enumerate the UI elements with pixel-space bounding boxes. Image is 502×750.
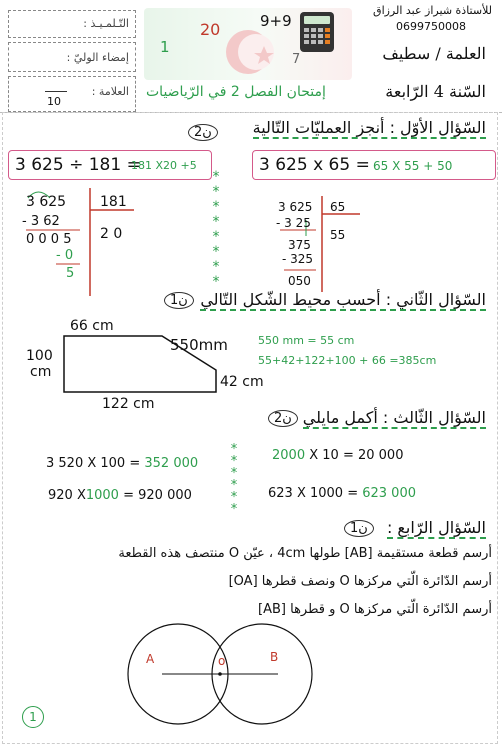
q1-division-answer: 181 X20 +5 xyxy=(131,159,197,172)
q1-multiplication-box xyxy=(252,150,496,180)
header-divider xyxy=(0,112,502,113)
q3-exercise-3 xyxy=(272,448,403,463)
q4-instruction-3: أرسم الدّائرة الّتي مركزها O و قطرها [AB] xyxy=(258,602,492,617)
q3-asterisk-separator: * * * * * * xyxy=(230,442,238,517)
mul-quotient: 55 xyxy=(330,228,346,242)
q2-sum: 55+42+122+100 + 66 =385cm xyxy=(258,354,437,367)
banner-number-7: 7 xyxy=(292,52,301,67)
banner-number-20: 20 xyxy=(200,20,221,39)
q3-title-text: السّؤال الثّالث : أكمل مايلي xyxy=(302,408,486,427)
q2-bottom-label: 122 cm xyxy=(102,396,155,412)
student-name-box xyxy=(8,10,136,38)
q3-e4-left: 623 X 1000 = xyxy=(268,486,359,501)
q3-exercise-2 xyxy=(48,488,192,503)
banner-number-1: 1 xyxy=(160,38,170,56)
header xyxy=(0,0,502,115)
div-sub2: - 0 xyxy=(56,248,74,263)
student-label: التّـلمـيـذ : xyxy=(83,17,129,30)
mul-sub2: - 325 xyxy=(282,252,314,266)
q4-instruction-1: أرسم قطعة مستقيمة [AB] طولها 4cm ، عيّن O منتصف هذه القطعة xyxy=(118,546,492,561)
q3-e3-right: X 10 = 20 000 xyxy=(309,448,404,463)
mul-sub1: - 3 25 xyxy=(276,216,311,230)
q1-division-expression: 3 625 ÷ 181 = xyxy=(15,155,141,175)
school-label: العلمة / سطيف xyxy=(382,44,486,63)
q2-title xyxy=(200,290,486,311)
page-number-badge: 1 xyxy=(22,706,44,728)
q3-exercise-4 xyxy=(268,486,416,501)
q3-title xyxy=(303,408,486,429)
q3-e2-right: = 920 000 xyxy=(123,488,192,503)
q1-asterisk-separator: * * * * * * * * xyxy=(212,169,220,290)
q4-points: 1ن xyxy=(344,520,374,537)
div-rem1: 0 0 0 5 xyxy=(26,232,72,247)
q4-label-a: A xyxy=(146,652,155,666)
q2-right-label: 42 cm xyxy=(220,374,264,390)
q3-exercise-1 xyxy=(46,456,198,471)
div-rem2: 5 xyxy=(66,266,75,281)
q3-points: 2ن xyxy=(268,410,298,427)
banner-expression: 9+9 xyxy=(260,12,292,30)
q4-title xyxy=(387,518,486,539)
q4-instruction-2: أرسم الدّائرة الّتي مركزها O ونصف قطرها [OA] xyxy=(228,574,492,589)
exam-title: إمتحان الفصل 2 في الرّياضيات xyxy=(146,84,326,100)
mul-rem1: 375 xyxy=(288,238,311,252)
score-denominator: 10 xyxy=(47,95,61,108)
teacher-name: للأستاذة شيراز عبد الرزاق xyxy=(373,4,492,17)
q2-left-label-2: cm xyxy=(30,364,52,380)
grade-label: السّنة 4 الرّابعة xyxy=(385,82,486,101)
parent-label: إمضاء الوليّ : xyxy=(66,51,129,64)
q3-e2-answer: 1000 xyxy=(85,488,119,503)
mul-divisor: 65 xyxy=(330,200,346,214)
div-quotient: 2 0 xyxy=(100,226,123,242)
parent-signature-box xyxy=(8,42,136,72)
q1-multiplication-work xyxy=(276,196,386,292)
q3-e4-answer: 623 000 xyxy=(362,486,416,501)
q4-circles-diagram xyxy=(112,620,342,730)
teacher-phone: 0699750008 xyxy=(396,20,466,33)
q2-points: 1ن xyxy=(164,292,194,309)
div-dividend: 3 625 xyxy=(26,194,67,210)
q3-e1-left: 3 520 X 100 = xyxy=(46,456,141,471)
div-sub1: - 3 62 xyxy=(22,214,60,229)
calculator-icon xyxy=(300,12,334,52)
q3-e3-answer: 2000 xyxy=(272,448,306,463)
q1-title-text: السّؤال الأوّل : أنجز العمليّات التّالية xyxy=(252,118,486,137)
q1-title xyxy=(253,118,486,139)
q3-e1-answer: 352 000 xyxy=(144,456,199,471)
score-label: العلامة : xyxy=(91,85,129,98)
q1-multiplication-expression: 3 625 x 65 = xyxy=(259,155,370,175)
q2-left-label-1: 100 xyxy=(26,348,53,364)
q2-title-text: السّؤال الثّاني : أحسب محيط الشّكل التّالي xyxy=(200,290,486,309)
q4-title-text: السّؤال الرّابع : xyxy=(386,518,486,537)
q1-division-box xyxy=(8,150,212,180)
mul-rem2: 050 xyxy=(288,274,311,288)
mul-dividend: 3 625 xyxy=(278,200,313,214)
div-divisor: 181 xyxy=(100,194,127,210)
q3-e2-left: 920 X xyxy=(48,488,86,503)
score-line xyxy=(45,91,67,92)
q2-slant-label: 550mm xyxy=(170,336,228,354)
q2-conversion: 550 mm = 55 cm xyxy=(258,334,355,347)
q1-points: 2ن xyxy=(188,124,218,141)
q2-top-label: 66 cm xyxy=(70,318,114,334)
score-box xyxy=(8,76,136,112)
q4-label-b: B xyxy=(270,650,279,664)
q1-division-work xyxy=(20,186,150,296)
q1-multiplication-answer: 65 X 55 + 50 xyxy=(373,159,453,173)
q4-label-o: o xyxy=(218,654,226,668)
